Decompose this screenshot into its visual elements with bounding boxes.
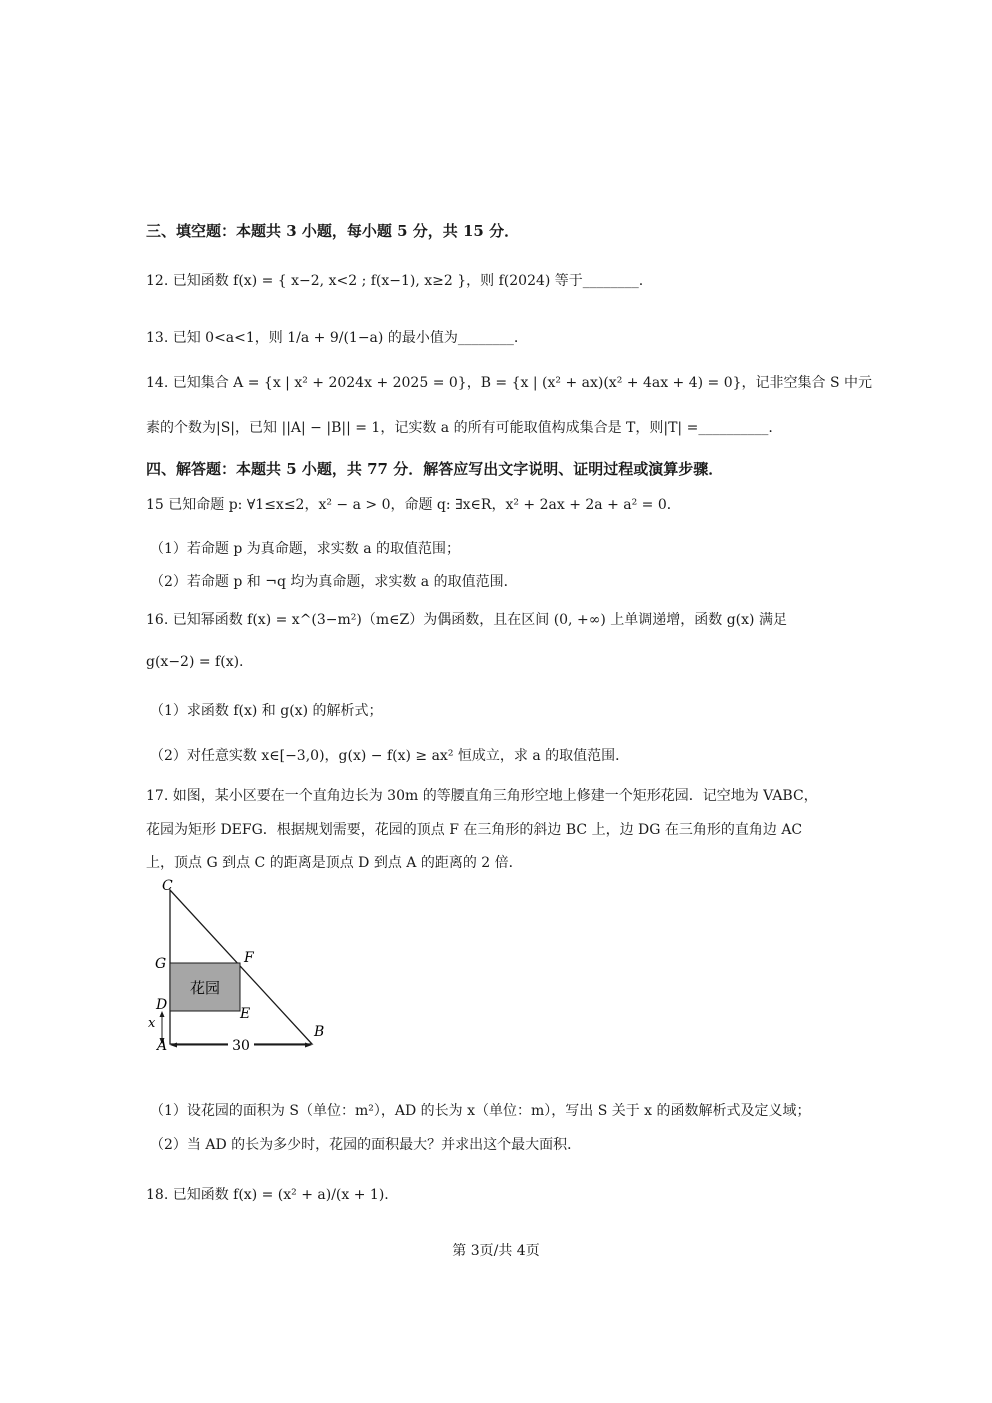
question-15-part-1: （1）若命题 p 为真命题，求实数 a 的取值范围；	[150, 541, 461, 557]
label-a: A	[157, 1038, 168, 1054]
question-17-line-1: 17. 如图，某小区要在一个直角边长为 30m 的等腰直角三角形空地上修建一个矩形花园．记空地为 VABC，	[146, 788, 818, 804]
label-f: F	[244, 950, 254, 966]
question-18: 18. 已知函数 f(x) = (x² + a)/(x + 1).	[146, 1187, 389, 1203]
garden-label: 花园	[189, 979, 221, 997]
label-e: E	[240, 1006, 251, 1022]
label-c: C	[162, 878, 173, 894]
label-30: 30	[232, 1038, 250, 1054]
garden-triangle-figure	[140, 872, 340, 1062]
question-13: 13. 已知 0<a<1，则 1/a + 9/(1−a) 的最小值为________.	[146, 330, 519, 346]
question-16-part-1: （1）求函数 f(x) 和 g(x) 的解析式；	[150, 703, 383, 719]
question-16-part-2: （2）对任意实数 x∈[−3,0)，g(x) − f(x) ≥ ax² 恒成立，求 a 的取值范围．	[150, 748, 630, 764]
question-16-line-1: 16. 已知幂函数 f(x) = x^(3−m²)（m∈Z）为偶函数，且在区间 (0, +∞) 上单调递增，函数 g(x) 满足	[146, 612, 787, 628]
label-g: G	[155, 956, 167, 972]
question-14-line-1: 14. 已知集合 A = {x | x² + 2024x + 2025 = 0}，B = {x | (x² + ax)(x² + 4ax + 4) = 0}，记非空集合 S 中元	[146, 375, 873, 391]
question-17-part-1: （1）设花园的面积为 S（单位：m²），AD 的长为 x（单位：m），写出 S 关于 x 的函数解析式及定义域；	[150, 1103, 811, 1119]
label-b: B	[314, 1024, 325, 1040]
label-d: D	[156, 997, 168, 1013]
question-14-line-2: 素的个数为|S|，已知 ||A| − |B|| = 1，记实数 a 的所有可能取值构成集合是 T，则|T| =__________.	[146, 420, 773, 436]
question-15-part-2: （2）若命题 p 和 ¬q 均为真命题，求实数 a 的取值范围．	[150, 574, 518, 590]
page-footer: 第 3页/共 4页	[452, 1243, 540, 1259]
section-3-heading: 三、填空题：本题共 3 小题，每小题 5 分，共 15 分．	[146, 222, 520, 240]
question-12: 12. 已知函数 f(x) = { x−2, x<2 ; f(x−1), x≥2 }，则 f(2024) 等于________.	[146, 273, 644, 289]
question-17-part-2: （2）当 AD 的长为多少时，花园的面积最大？并求出这个最大面积．	[150, 1137, 582, 1153]
label-x: x	[148, 1016, 156, 1031]
question-17-line-3: 上，顶点 G 到点 C 的距离是顶点 D 到点 A 的距离的 2 倍．	[146, 855, 523, 871]
section-4-heading: 四、解答题：本题共 5 小题，共 77 分．解答应写出文字说明、证明过程或演算步骤．	[146, 460, 724, 478]
question-16-line-2: g(x−2) = f(x).	[146, 654, 244, 670]
length-arrow-head-left	[170, 1043, 177, 1048]
question-15: 15 已知命题 p: ∀1≤x≤2，x² − a > 0，命题 q: ∃x∈R，x² + 2ax + 2a + a² = 0．	[146, 497, 681, 513]
question-17-line-2: 花园为矩形 DEFG．根据规划需要，花园的顶点 F 在三角形的斜边 BC 上，边 DG 在三角形的直角边 AC	[146, 822, 803, 838]
